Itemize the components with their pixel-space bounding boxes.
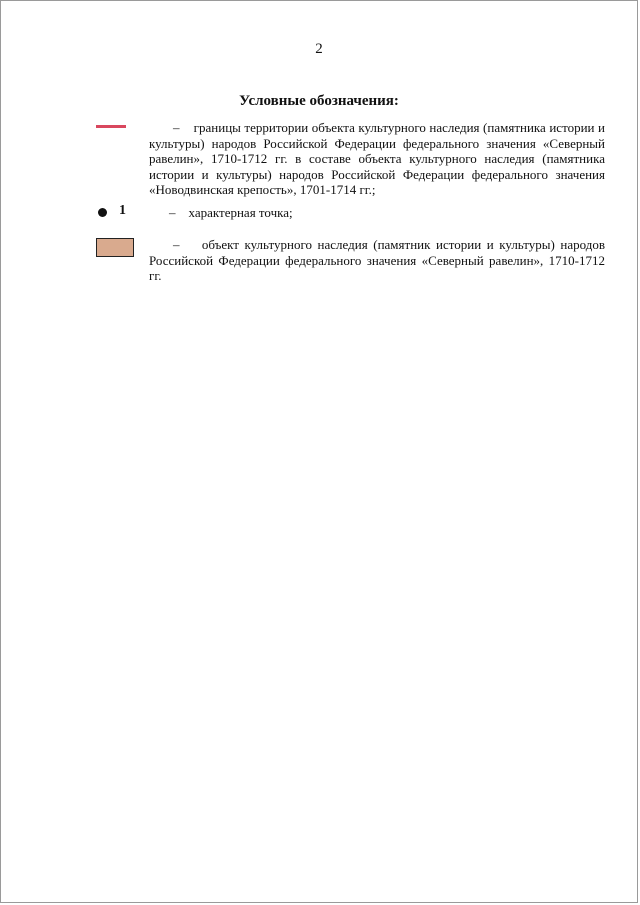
legend-description: характерная точка;: [188, 205, 293, 220]
point-marker-label: 1: [119, 203, 126, 218]
legend-item-text: [149, 120, 605, 198]
legend-description: объект культурного наследия (памятник истории и культуры) народов Российской Федерации федерального значения «Северный равелин», 1710-1712 гг.: [149, 237, 605, 283]
legend-item-point: [93, 205, 605, 225]
legend-dash: –: [173, 120, 180, 135]
legend-dash: –: [169, 205, 176, 220]
legend-item-text: [149, 237, 605, 284]
legend-item-text: [149, 205, 605, 221]
legend-dash: –: [173, 237, 180, 252]
legend-title: Условные обозначения:: [239, 93, 399, 109]
legend-item-boundary: [93, 120, 605, 197]
legend-item-heritage-object: [93, 237, 605, 283]
legend-description: границы территории объекта культурного наследия (памятника истории и культуры) народов Российской Федерации федерального значения «Северный равелин», 1710-1712 гг. в составе объекта культурного наследия (памятника истории и культуры) народов Российской Федерации федерального значения «Новодвинская крепость», 1701-1714 гг.;: [149, 120, 605, 197]
page-number: 2: [315, 41, 323, 57]
